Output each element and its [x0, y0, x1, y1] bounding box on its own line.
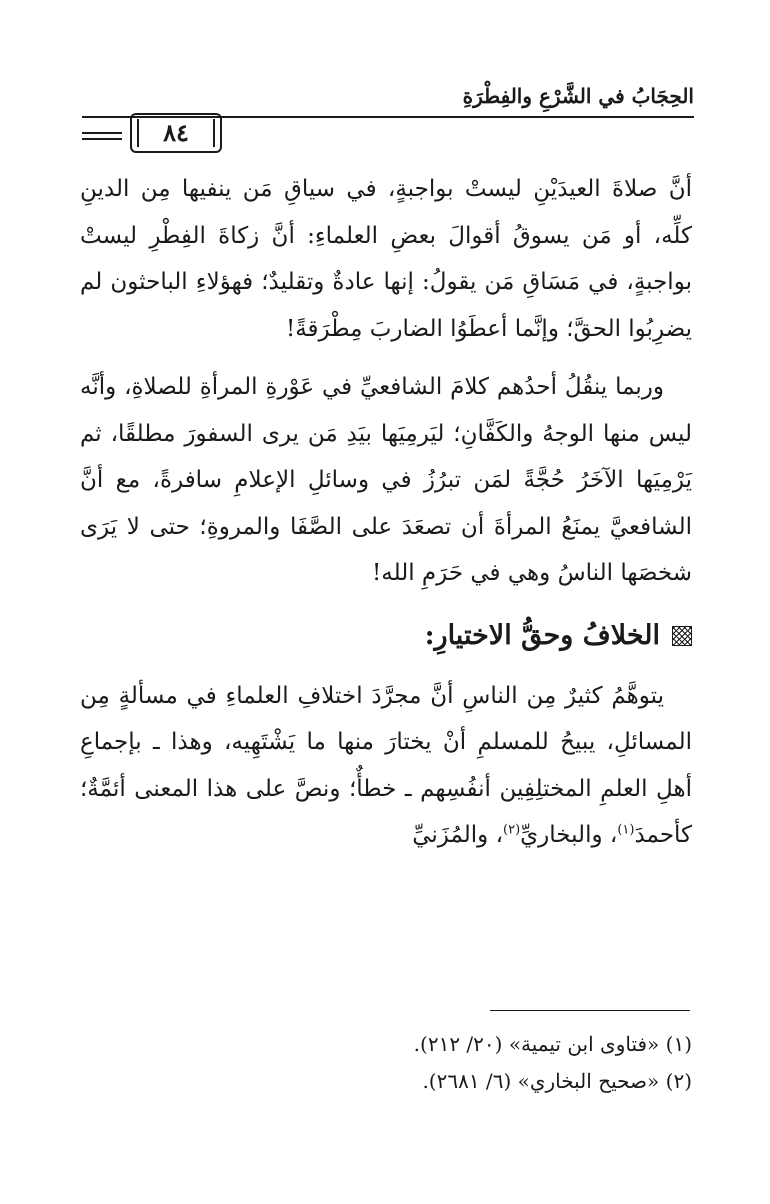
footnote-2: (٢) «صحيح البخاري» (٦/ ٢٦٨١). [422, 1069, 692, 1093]
footnote-ref-2: (٢) [503, 822, 521, 838]
section-heading [80, 613, 692, 659]
paragraph-3-text-a: يتوهَّمُ كثيرٌ مِن الناسِ أنَّ مجرَّدَ اختلافِ العلماءِ في مسألةٍ مِن المسائلِ، يبيحُ للمسلمِ أنْ يختارَ منها ما يَشْتَهِيه، وهذا ـ بإجماعِ أهلِ العلمِ المختلِفِين أنفُسِهم ـ خطأٌ؛ ونصَّ على هذا المعنى أئمَّةٌ؛ كأحمدَ [80, 682, 692, 848]
footnote-ref-1: (١) [617, 822, 635, 838]
footnotes [80, 1026, 692, 1100]
ornament-icon [672, 626, 692, 646]
main-text [80, 166, 692, 859]
paragraph-3 [80, 673, 692, 859]
page-number-box [130, 113, 222, 153]
footnote-1: (١) «فتاوى ابن تيمية» (٢٠/ ٢١٢). [413, 1032, 692, 1056]
running-title: الحِجَابُ في الشَّرْعِ والفِطْرَةِ [462, 84, 694, 108]
paragraph-3-text-c: ، والمُزَنيِّ [412, 822, 504, 848]
paragraph-3-text-b: ، والبخاريِّ [520, 822, 618, 848]
page-number-rule [82, 132, 122, 140]
paragraph-1: أنَّ صلاةَ العيدَيْنِ ليستْ بواجبةٍ، في سياقِ مَن ينفيها مِن الدينِ كلِّه، أو مَن يسوقُ أقوالَ بعضِ العلماءِ: أنَّ زكاةَ الفِطْرِ ليستْ بواجبةٍ، في مَسَاقِ مَن يقولُ: إنها عادةٌ وتقليدٌ؛ فهؤلاءِ الباحثون لم يضرِبُوا الحقَّ؛ وإنَّما أعطَوُا الضاربَ مِطْرَقةً! [80, 176, 692, 342]
section-heading-text: الخلافُ وحقُّ الاختيارِ: [424, 619, 660, 651]
page-number: ٨٤ [137, 119, 215, 147]
page-number-frame [82, 110, 262, 160]
paragraph-2: وربما ينقُلُ أحدُهم كلامَ الشافعيِّ في عَوْرةِ المرأةِ للصلاةِ، وأنَّه ليس منها الوجهُ والكَفَّانِ؛ ليَرمِيَها بيَدِ مَن يرى السفورَ مطلقًا، ثم يَرْمِيَها الآخَرُ حُجَّةً لمَن تبرُزُ في وسائلِ الإعلامِ سافرةً، مع أنَّ الشافعيَّ يمنَعُ المرأةَ أن تصعَدَ على الصَّفَا والمروةِ؛ حتى لا يَرَى شخصَها الناسُ وهي في حَرَمِ الله! [80, 374, 692, 586]
footnote-divider [490, 1010, 690, 1011]
